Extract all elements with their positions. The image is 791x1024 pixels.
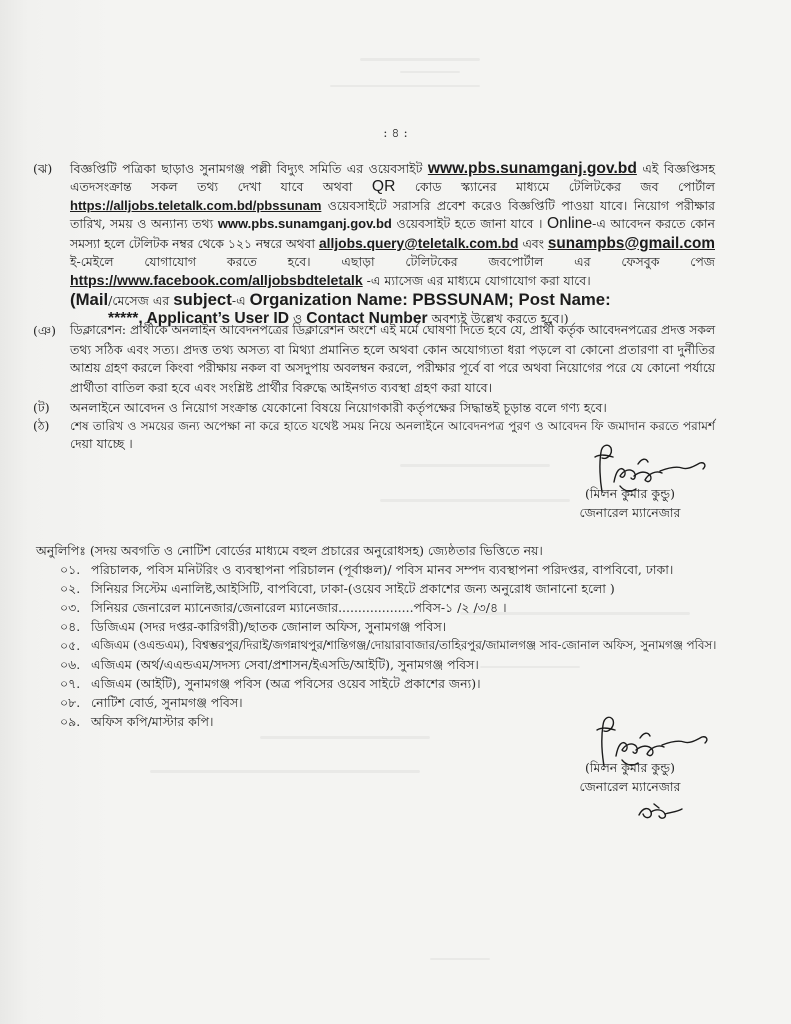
list-item-text: ডিজিএম (সদর দপ্তর-কারিগরী)/ছাতক জোনাল অফিস, সুনামগঞ্জ পবিস। xyxy=(91,619,447,634)
list-item xyxy=(0,579,791,598)
list-item-number: ০৩. xyxy=(60,600,81,615)
signatory-name: (মিলন কুমার কুন্ডু) xyxy=(585,759,675,775)
job-portal-url: https://alljobs.teletalk.com.bd/pbssunam xyxy=(70,197,322,213)
list-item-text: নোটিশ বোর্ড, সুনামগঞ্জ পবিস। xyxy=(91,695,243,710)
list-item-text: পরিচালক, পবিস মনিটরিং ও ব্যবস্থাপনা পরিচালন (পূর্বাঞ্চল)/ পবিস মানব সম্পদ ব্যবস্থাপনা পরিদপ্তর, বাপবিবো, ঢাকা। xyxy=(91,562,674,577)
clause-jha-line-6 xyxy=(70,253,715,271)
list-item-number: ০৭. xyxy=(60,676,81,691)
clause-text: -এ আবেদন করতে কোন xyxy=(592,216,715,232)
clause-text: -এ ম্যাসেজ এর মাধ্যমে যোগাযোগ করা যাবে। xyxy=(366,273,591,289)
list-item-text: এজিএম (আইটি), সুনামগঞ্জ পবিস (অত্র পবিসের ওয়েব সাইটে প্রকাশের জন্য)। xyxy=(91,676,481,691)
list-item-text: সিনিয়র সিস্টেম এনালিষ্ট,আইসিটি, বাপবিবো, ঢাকা-(ওয়েব সাইটে প্রকাশের জন্য অনুরোধ জানানো হলো ) xyxy=(91,581,615,596)
clause-nya xyxy=(0,321,791,397)
clause-body xyxy=(70,398,715,417)
clause-text: এবং xyxy=(522,236,544,251)
list-item-number: ০৯. xyxy=(60,714,81,729)
list-item-text: অফিস কপি/মাস্টার কপি। xyxy=(91,714,214,729)
online-label: Online xyxy=(547,215,593,233)
list-item-text: সিনিয়র জেনারেল ম্যানেজার/জেনারেল ম্যানেজার...................পবিস-১ /২ /৩/৪ । xyxy=(91,600,507,615)
clause-nya-line-4: প্রার্থীতা বাতিল করা হবে এবং সংশ্লিষ্ট প্রার্থীর বিরুদ্ধে আইনগত ব্যবস্থা গ্রহণ করা যাবে। xyxy=(70,379,493,395)
clause-marker: (ঞ) xyxy=(33,322,56,338)
clause-text: /মেসেজ এর xyxy=(108,292,170,308)
applicant-user-id: *****, Applicant’s User ID xyxy=(108,310,290,328)
page-number: : ৪ : xyxy=(383,125,408,140)
copy-distribution-list xyxy=(0,541,791,731)
list-item xyxy=(0,655,791,674)
clause-jha-line-3 xyxy=(70,197,715,215)
list-item-text: এজিএম (ওএন্ডএম), বিশ্বম্ভরপুর/দিরাই/জগন্নাথপুর/শান্তিগঞ্জ/দোয়ারাবাজার/তাহিরপুর/জামালগঞ্জ সাব-জোনাল অফিস, সুনামগঞ্জ পবিস। xyxy=(91,638,717,652)
clause-jha-line-7 xyxy=(70,271,715,290)
website-url: www.pbs.sunamganj.gov.bd xyxy=(427,160,637,177)
list-item xyxy=(0,674,791,693)
mail-label: (Mail xyxy=(70,289,109,309)
bleed-through-mark xyxy=(380,499,570,502)
clause-marker: (ঠ) xyxy=(33,417,50,433)
contact-number-label: Contact Number xyxy=(306,310,428,328)
website-url: www.pbs.sunamganj.gov.bd xyxy=(217,216,392,232)
signatory-designation: জেনারেল ম্যানেজার xyxy=(579,504,681,520)
clause-text: কোড স্ক্যানের মাধ্যমে টেলিটকের জব পোর্টাল xyxy=(414,179,715,195)
clause-jha-line-8 xyxy=(70,291,715,310)
list-item-number: ০২. xyxy=(60,581,81,596)
clause-marker: (ঝ) xyxy=(33,161,53,176)
initials-mark xyxy=(636,800,684,822)
list-item xyxy=(0,617,791,636)
list-item xyxy=(0,560,791,579)
bleed-through-mark xyxy=(330,85,480,87)
clause-tha-line-2: দেয়া যাচ্ছে । xyxy=(70,436,133,451)
bleed-through-mark xyxy=(360,58,480,61)
facebook-page-url: https://www.facebook.com/alljobsbdteletalk xyxy=(70,272,363,289)
list-item-number: ০৫. xyxy=(60,638,81,653)
clause-text: ও xyxy=(293,311,303,327)
clause-text: ওয়েবসাইটে সরাসরি প্রবেশ করেও বিজ্ঞপ্তিটি পাওয়া যাবে। নিয়োগ পরীক্ষার xyxy=(327,197,715,213)
clause-text: তারিখ, সময় ও অন্যান্য তথ্য xyxy=(70,216,214,232)
list-item xyxy=(0,598,791,617)
list-item-number: ০৮. xyxy=(60,695,81,710)
clause-nya-line-3: আশ্রয় গ্রহণ করলে কিংবা পরীক্ষায় নকল বা অসদুপায় অবলম্বন করলে, পরীক্ষার পূর্বে বা পরে অথবা নিয়োগের পরে যে কোনো পর্যায়ে xyxy=(70,360,715,375)
list-item-number: ০৬. xyxy=(60,657,81,672)
copy-heading: অনুলিপিঃ (সদয় অবগতি ও নোটিশ বোর্ডের মাধ্যমে বহুল প্রচারের অনুরোধসহ) জ্যেষ্ঠতার ভিত্তিতে নয়। xyxy=(36,543,543,558)
clause-text: -এ xyxy=(231,292,246,308)
clause-nya-line-1: ডিক্লারেশন: প্রার্থীকে অনলাইন আবেদনপত্রের ডিক্লারেশন অংশে এই মর্মে ঘোষণা দিতে হবে যে, প্রার্থী কর্তৃক আবেদনপত্রের প্রদত্ত সকল xyxy=(70,322,715,337)
list-item-number: ০৪. xyxy=(60,619,81,634)
clause-body xyxy=(70,160,715,329)
organization-post-name: Organization Name: PBSSUNAM; Post Name: xyxy=(249,289,611,309)
clause-nya-line-2: তথ্য সঠিক এবং সত্য। প্রদত্ত তথ্য অসত্য বা মিথ্যা প্রমানিত হলে অথবা কোন অযোগ্যতা ধরা পড়লে বা কোনো প্রতারণা বা দুর্নীতির xyxy=(70,341,715,357)
clause-jha-line-4 xyxy=(70,215,715,233)
clause-body xyxy=(70,321,715,397)
signatory-name: (মিলন কুমার কুন্ডু) xyxy=(585,485,675,501)
qr-label: QR xyxy=(371,178,396,196)
list-item xyxy=(0,636,791,655)
clause-jha-line-2 xyxy=(70,178,715,196)
clause-jha xyxy=(0,160,791,329)
signatory-designation: জেনারেল ম্যানেজার xyxy=(579,778,681,794)
clause-text: সমস্যা হলে টেলিটক নম্বর থেকে ১২১ নম্বরে অথবা xyxy=(70,236,315,251)
clause-jha-line-1 xyxy=(70,160,715,178)
clause-text: ওয়েবসাইট হতে জানা যাবে । xyxy=(396,216,543,232)
query-email: alljobs.query@teletalk.com.bd xyxy=(318,234,519,251)
list-item xyxy=(0,693,791,712)
clause-text: এই বিজ্ঞপ্তিসহ xyxy=(642,161,715,176)
clause-text: অবশ্যই উল্লেখ করতে হবে।) xyxy=(431,311,569,327)
bleed-through-mark xyxy=(400,464,550,467)
bleed-through-mark xyxy=(260,736,430,739)
clause-tha-line-1: শেষ তারিখ ও সময়ের জন্য অপেক্ষা না করে হাতে যথেষ্ট সময় নিয়ে অনলাইনে আবেদনপত্র পুরণ ও আবেদন ফি জমাদান করতে পরামর্শ xyxy=(70,418,715,433)
subject-label: subject xyxy=(173,289,232,309)
bleed-through-mark xyxy=(400,71,460,73)
bleed-through-mark xyxy=(430,958,490,960)
bleed-through-mark xyxy=(150,770,420,773)
clause-text: বিজ্ঞপ্তিটি পত্রিকা ছাড়াও সুনামগঞ্জ পল্লী বিদ্যুৎ সমিতি এর ওয়েবসাইট xyxy=(70,161,423,176)
clause-ta xyxy=(0,398,791,417)
list-item-number: ০১. xyxy=(60,562,81,577)
clause-text: এতদসংক্রান্ত সকল তথ্য দেখা যাবে অথবা xyxy=(70,179,353,195)
clause-marker: (ট) xyxy=(33,399,50,415)
list-item-text: এজিএম (অর্থ/এএন্ডএম/সদস্য সেবা/প্রশাসন/ইএসডি/আইটি), সুনামগঞ্জ পবিস। xyxy=(91,657,479,672)
clause-ta-line-1: অনলাইনে আবেদন ও নিয়োগ সংক্রান্ত যেকোনো বিষয়ে নিয়োগকারী কর্তৃপক্ষের সিদ্ধান্তই চূড়ান্ত বলে গণ্য হবে। xyxy=(70,399,607,415)
office-email: sunampbs@gmail.com xyxy=(547,234,715,252)
clause-text: ই-মেইলে যোগাযোগ করতে হবে। এছাড়া টেলিটকের জবপোর্টাল এর ফেসবুক পেজ xyxy=(70,254,715,270)
clause-jha-line-5 xyxy=(70,234,715,253)
